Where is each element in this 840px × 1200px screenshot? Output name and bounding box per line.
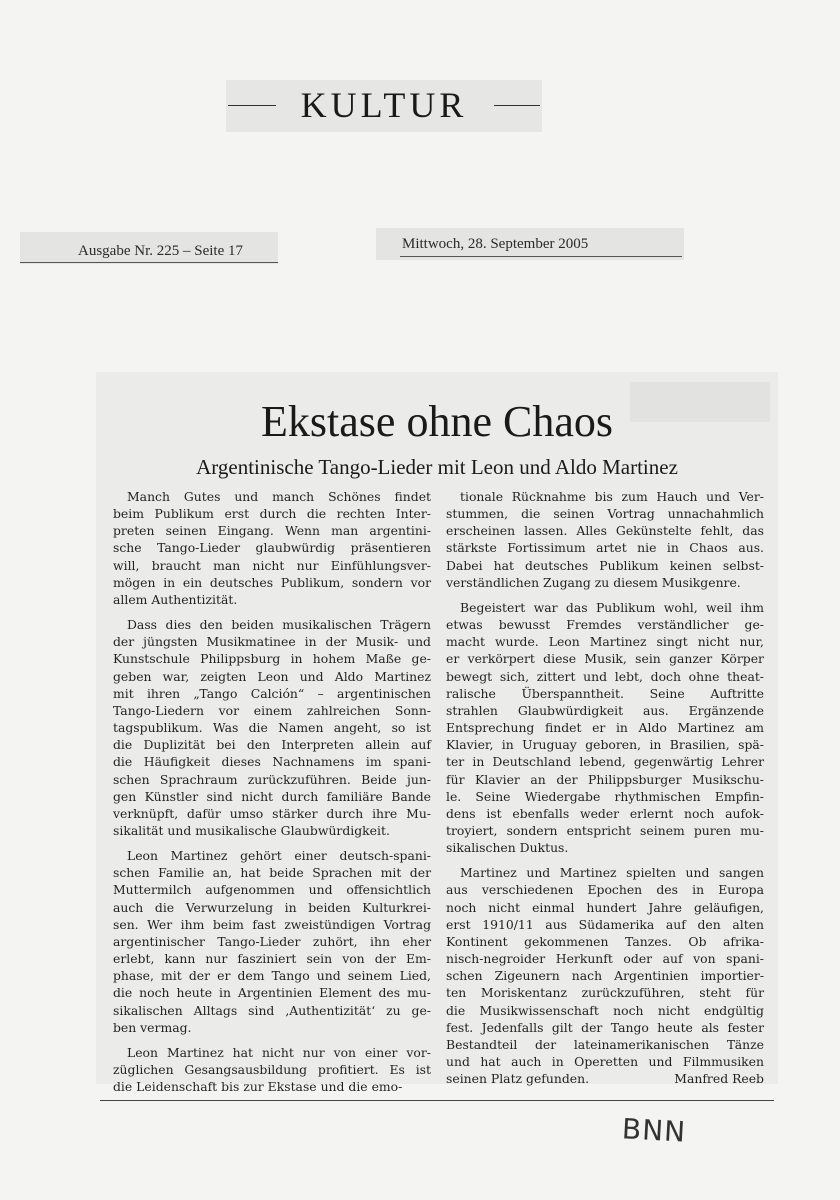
text-line: Bestandteil der lateinamerikanischen Tänze [446,1036,764,1052]
bottom-rule [100,1100,774,1101]
text-line: sche Tango-Lieder glaubwürdig präsentieren [113,540,431,556]
text-line: preten seinen Eingang. Wenn man argentini- [113,523,431,539]
text-line: ralische Überspanntheit. Seine Auftritte [446,685,764,701]
text-line: für Klavier an der Philippsburger Musikschu- [446,771,764,787]
text-line: aus verschiedenen Epochen des in Europa [446,882,764,898]
article-signature-line [446,1070,764,1087]
text-line: Kunstschule Philippsburg in hohem Maße ge- [113,651,431,667]
section-title: KULTUR [300,85,468,125]
text-line: schen Sprachraum zurückzuführen. Beide jun- [113,771,431,787]
text-line: geben war, zeigten Leon und Aldo Martinez [113,668,431,684]
text-line: beim Publikum erst durch die rechten Inter- [113,506,431,522]
issue-info: Ausgabe Nr. 225 – Seite 17 [78,243,243,259]
text-line: ben vermag. [113,1019,192,1035]
text-line: macht wurde. Leon Martinez singt nicht nur, [446,634,764,650]
text-line: Muttermilch aufgenommen und offensichtlich [113,882,431,898]
text-line: tionale Rücknahme bis zum Hauch und Ver- [460,489,764,504]
text-line: Klavier, in Uruguay geboren, in Brasilien, spä- [446,737,764,753]
text-line: erscheinen lassen. Alles Gekünstelte fehlt, das [446,523,764,539]
text-line: stärkste Fortissimum artet nie in Chaos aus. [446,540,764,556]
text-line: schen Familie an, hat beide Sprachen mit der [113,865,431,881]
text-line: troyiert, sondern entspricht seinem puren mu- [446,822,764,838]
text-line: ter in Deutschland lebend, gegenwärtig Lehrer [446,754,764,770]
text-line: le. Seine Wiedergabe rhythmischen Empfin- [446,788,764,804]
text-line: noch nicht einmal hundert Jahre geläufigen, [446,899,764,915]
text-line: erlebt, kann nur fasziniert sein von der Em- [113,951,431,967]
article-paragraph [113,488,431,608]
text-line: etwas bewusst Fremdes verständlicher ge- [446,617,764,633]
text-line: sikalität und musikalische Glaubwürdigkeit. [113,822,390,838]
text-line: er verkörpert diese Musik, sein ganzer Körper [446,651,764,667]
article-headline: Ekstase ohne Chaos [261,397,613,446]
text-line: Tango-Liedern vor einem zahlreichen Sonn- [113,702,431,718]
text-line: Manch Gutes und manch Schönes findet [127,489,431,504]
text-line: Dass dies den beiden musikalischen Trägern [127,617,431,633]
handwritten-note: BNN [621,1112,687,1149]
text-line: ten Moriskentanz zurückzuführen, steht für [446,985,764,1001]
text-line: nisch-negroider Herkunft oder auf von spani- [446,951,764,967]
text-line: dens ist ebenfalls weder erlernt noch aufok- [446,805,764,821]
article-paragraph [446,864,764,1070]
article-author: Manfred Reeb [674,1071,764,1087]
closing-line: seinen Platz gefunden. [446,1071,590,1087]
text-line: und hat auch in Operetten und Filmmusiken [446,1054,764,1069]
text-line: sikalischen Alltags sind ‚Authentizität‘ zu ge- [113,1002,431,1018]
date-rule [400,256,682,257]
article-paragraph [446,599,764,856]
article-column-right [446,488,764,1087]
article-paragraph [446,488,764,591]
text-line: Dabei hat deutsches Publikum keinen selbst- [446,557,764,573]
text-line: argentinischer Tango-Lieder zuhört, ihn eher [113,933,431,949]
text-line: Kontinent gekommenen Tanzes. Ob afrika- [446,933,764,949]
text-line: Leon Martinez hat nicht nur von einer vor- [127,1044,431,1060]
text-line: will, braucht man nicht nur Einfühlungsver- [113,557,431,573]
text-line: die Musikwissenschaft noch nicht endgültig [446,1002,764,1018]
text-line: die Leidenschaft bis zur Ekstase und die emo- [113,1079,403,1095]
text-line: stummen, die seinen Vortrag unnachahmlich [446,506,764,522]
text-line: züglichen Gesangsausbildung profitiert. Es ist [113,1062,431,1077]
article-subheadline: Argentinische Tango-Lieder mit Leon und Aldo Martinez [196,455,678,479]
text-line: Leon Martinez gehört einer deutsch-spani- [127,848,431,864]
issue-rule [20,262,278,263]
text-line: sikalischen Duktus. [446,840,569,856]
text-line: erst 1910/11 aus Südamerika auf den alten [446,916,764,932]
text-line: fest. Jedenfalls gilt der Tango heute als fester [446,1019,764,1035]
text-line: verständlichen Zugang zu diesem Musikgenre. [446,574,741,590]
text-line: verknüpft, dafür umso stärker durch ihre Mu- [113,805,431,821]
text-line: phase, mit der er dem Tango und seinem Lied, [113,968,431,984]
text-line: die Duplizität bei den Interpreten allein auf [113,737,431,753]
text-line: allem Authentizität. [113,591,238,607]
text-line: tagspublikum. Was die Namen angeht, so ist [113,720,431,736]
text-line: der jüngsten Musikmatinee in der Musik- und [113,634,431,650]
text-line: schen Zigeunern nach Argentinien importier- [446,968,764,984]
publication-date: Mittwoch, 28. September 2005 [402,236,589,252]
text-line: mit ihren „Tango Calción“ – argentinischen [113,685,431,701]
article-paragraph [113,616,431,839]
text-line: die noch heute in Argentinien Element des mu- [113,985,431,1001]
text-line: Martinez und Martinez spielten und sangen [460,865,764,881]
text-line: Entsprechung findet er in Aldo Martinez am [446,720,764,736]
text-line: bewegt sich, zittert und lebt, doch ohne theat- [446,668,764,684]
text-line: die Häufigkeit dieses Nachnamens im spani- [113,754,431,770]
text-line: gen Künstler sind nicht durch familiäre Bande [113,788,431,804]
article-paragraph [113,847,431,1036]
text-line: Begeistert war das Publikum wohl, weil ihm [460,599,764,615]
text-line: strahlen Glaubwürdigkeit aus. Ergänzende [446,702,764,718]
text-line: sen. Wer ihm beim fast zweistündigen Vortrag [113,916,431,932]
text-line: auch die Verwurzelung in beiden Kulturkrei- [113,899,431,915]
article-paragraph [113,1044,431,1095]
text-line: mögen in ein deutsches Publikum, sondern vor [113,574,431,590]
article-column-left [113,488,431,1103]
